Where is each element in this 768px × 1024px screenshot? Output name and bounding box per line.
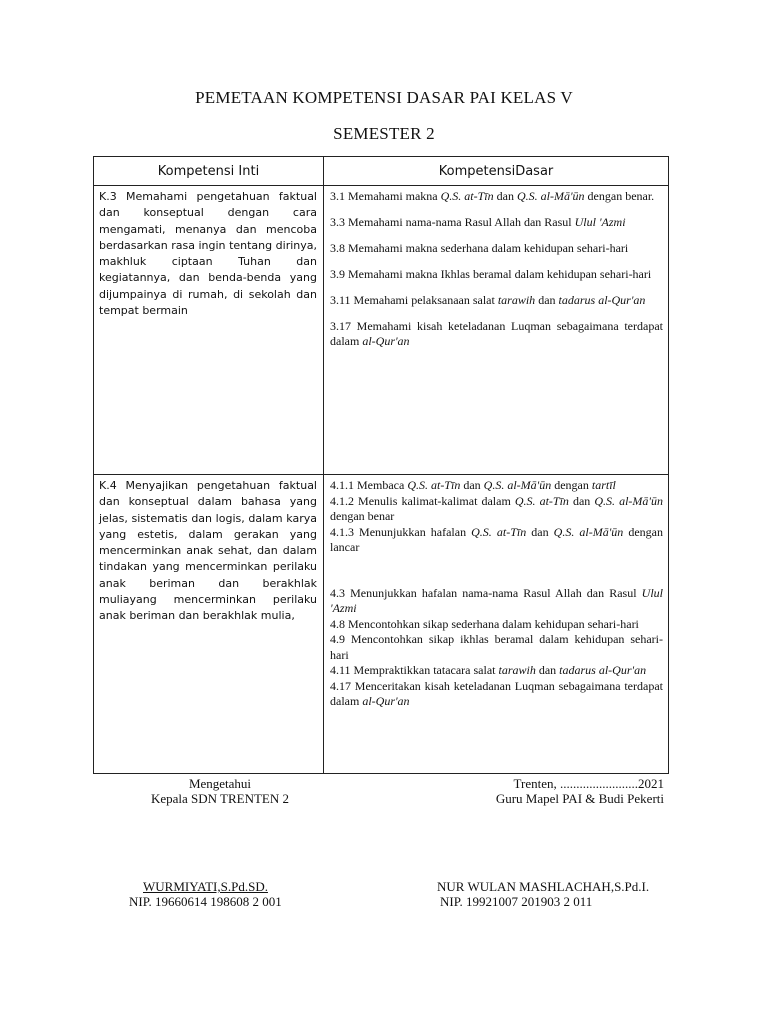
- kd-cell-4: [324, 475, 669, 774]
- competency-table: [93, 156, 669, 774]
- kd-item: 4.1.1 Membaca Q.S. at-Tīn dan Q.S. al-Mā'ūn dengan tartīl: [330, 478, 616, 492]
- signature-right-block: [440, 776, 664, 806]
- kd-item: 3.17 Memahami kisah keteladanan Luqman sebagaimana terdapat dalam al-Qur'an: [330, 319, 663, 348]
- header-kompetensi-inti: Kompetensi Inti: [94, 157, 324, 186]
- right-label-position: Guru Mapel PAI & Budi Pekerti: [495, 791, 664, 806]
- right-signer-nip: NIP. 19921007 201903 2 011: [440, 894, 593, 909]
- table-header-row: [94, 157, 669, 186]
- document-title: PEMETAAN KOMPETENSI DASAR PAI KELAS V: [195, 88, 573, 107]
- ki-cell-k4: K.4 Menyajikan pengetahuan faktual dan konseptual dalam bahasa yang jelas, sistematis dan logis, dalam karya yang estetis, dalam gerakan yang mencerminkan anak sehat, dan dalam tindakan yang mencerminkan perilaku anak beriman dan berakhlak muliayang mencerminkan perilaku anak beriman dan berakhlak mulia,: [94, 475, 324, 774]
- ki-cell-k3: K.3 Memahami pengetahuan faktual dan konseptual dengan cara mengamati, menanya dan mencoba berdasarkan rasa ingin tentang dirinya, makhluk ciptaan Tuhan dan kegiatannya, dan benda-benda yang dijumpainya di rumah, di sekolah dan tempat bermain: [94, 186, 324, 475]
- left-signer-nip: NIP. 19660614 198608 2 001: [129, 894, 282, 909]
- kd-item: 4.17 Menceritakan kisah keteladanan Luqman sebagaimana terdapat dalam al-Qur'an: [330, 678, 663, 708]
- kd-item: 3.8 Memahami makna sederhana dalam kehidupan sehari-hari: [330, 241, 629, 255]
- kd-item: 4.1.2 Menulis kalimat-kalimat dalam Q.S. at-Tīn dan Q.S. al-Mā'ūn dengan benar: [330, 493, 663, 523]
- kd-item: 4.9 Mencontohkan sikap ikhlas beramal dalam kehidupan sehari- hari: [330, 632, 663, 662]
- semester-title: SEMESTER 2: [333, 124, 435, 143]
- kd-item: 3.3 Memahami nama-nama Rasul Allah dan Rasul Ulul 'Azmi: [330, 215, 626, 229]
- signature-left-block: [130, 776, 310, 806]
- table-row: [94, 475, 669, 774]
- kd-item: 4.3 Menunjukkan hafalan nama-nama Rasul Allah dan Rasul Ulul 'Azmi: [330, 585, 663, 615]
- kd-item: 3.1 Memahami makna Q.S. at-Tīn dan Q.S. al-Mā'ūn dengan benar.: [330, 189, 655, 203]
- left-label-position: Kepala SDN TRENTEN 2: [150, 791, 290, 806]
- right-label-date: Trenten, ........................2021: [513, 776, 664, 791]
- table-row: [94, 186, 669, 475]
- kd-item: 4.1.3 Menunjukkan hafalan Q.S. at-Tīn dan Q.S. al-Mā'ūn dengan lancar: [330, 524, 663, 554]
- right-signer-name: NUR WULAN MASHLACHAH,S.Pd.I.: [437, 879, 650, 894]
- left-signer-name: WURMIYATI,S.Pd.SD.: [143, 879, 268, 894]
- kd-item: 3.11 Memahami pelaksanaan salat tarawih dan tadarus al-Qur'an: [330, 293, 646, 307]
- kd-item: 3.9 Memahami makna Ikhlas beramal dalam kehidupan sehari-hari: [330, 267, 652, 281]
- kd-item: 4.8 Mencontohkan sikap sederhana dalam kehidupan sehari-hari: [330, 616, 639, 631]
- left-label-mengetahui: Mengetahui: [188, 776, 252, 791]
- header-kompetensi-dasar: KompetensiDasar: [324, 157, 669, 186]
- kd-cell-3: [324, 186, 669, 475]
- kd-item: 4.11 Mempraktikkan tatacara salat tarawih dan tadarus al-Qur'an: [330, 663, 647, 677]
